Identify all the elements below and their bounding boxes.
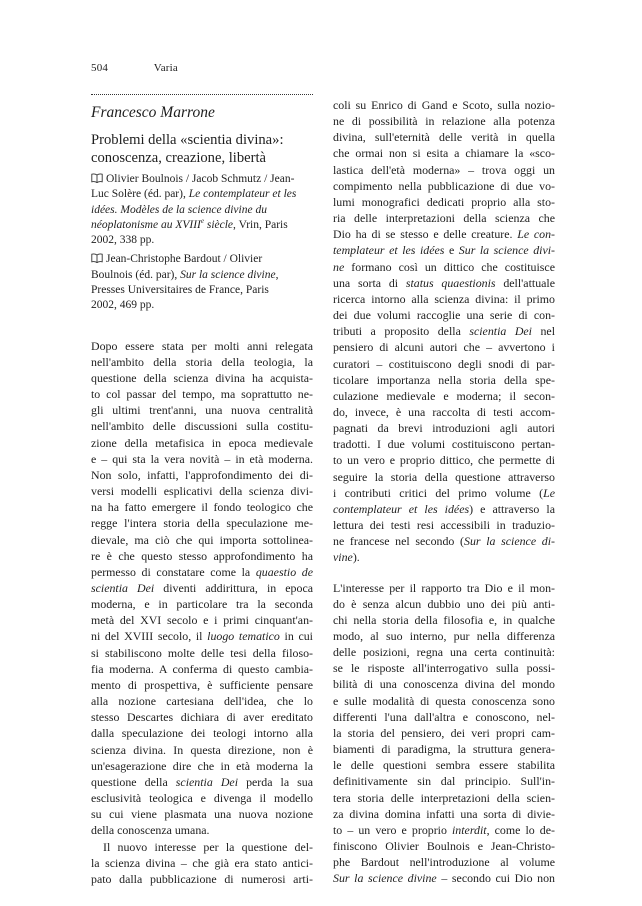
text-line: fia moderna. A conferma di questo cambia- xyxy=(91,661,313,676)
text-line: e – qui sta la vera novità – in età moderna. xyxy=(91,451,313,466)
text-line: culazione medievale e moderna; il secon- xyxy=(333,388,555,403)
text-line: zione della metafisica in epoca medievale xyxy=(91,435,313,450)
book-reference-2: Jean-Christophe Bardout / Olivier Boulnois (éd. par), Sur la science divine, Presses Universitaires de France, Paris 2002, 469 pp. xyxy=(91,253,279,312)
paragraph xyxy=(91,839,313,887)
text-line: pato dalla pubblicazione di numerosi arti- xyxy=(91,871,313,886)
text-line: mento di prospettiva, è sufficiente pensare xyxy=(91,677,313,692)
text-line: permesso di constatare come la quaestio de xyxy=(91,564,313,579)
text-line: delle posizioni, regna una certa continuità: xyxy=(333,645,555,660)
text-line: divina, sull'eternità delle verità in quella xyxy=(333,130,555,145)
text-line: regge l'intera storia della speculazione me- xyxy=(91,516,313,531)
text-line: za divina domina infatti una sorta di divie- xyxy=(333,806,555,821)
text-line: Sur la science divine – secondo cui Dio non xyxy=(333,871,555,886)
text-line: stesso Descartes dichiara di aver ereditato xyxy=(91,710,313,725)
text-line: definitivamente sin dal principio. Sull'in- xyxy=(333,774,555,789)
text-line: se le risposte all'interrogativo sulla possi- xyxy=(333,661,555,676)
text-line: Dopo essere stata per molti anni relegata xyxy=(91,338,313,353)
text-line: ni del XVIII secolo, il luogo tematico in cui xyxy=(91,629,313,644)
text-line: curatori – costituiscono degli snodi di par- xyxy=(333,356,555,371)
text-line: che ormai non si esita a chiamare la «sco- xyxy=(333,146,555,161)
text-line: tributi a proposito della scientia Dei nel xyxy=(333,324,556,339)
paragraph xyxy=(333,580,555,887)
title-line: conoscenza, creazione, libertà xyxy=(91,150,267,166)
text-line: phe Bardout nell'introduzione al volume xyxy=(333,855,555,870)
text-line: finiscono Olivier Boulnois e Jean-Christo- xyxy=(333,839,555,854)
text-line: Non solo, infatti, l'approfondimento dei di- xyxy=(91,467,313,482)
text-line: questione della scienza divina ha acquista- xyxy=(91,370,313,385)
book-icon xyxy=(91,253,103,263)
text-line: ne francese nel secondo (Sur la science di- xyxy=(333,534,555,549)
text-line: scienza divina. In questa direzione, non è xyxy=(91,742,313,757)
text-line: alla nozione cartesiana dell'idea, che lo xyxy=(91,694,313,709)
text-line: L'interesse per il rapporto tra Dio e il mon- xyxy=(333,580,555,595)
text-line: e sulle modalità di questa conoscenza sono xyxy=(333,693,555,708)
text-line: scientia Dei diventi addirittura, in epoca xyxy=(91,581,314,596)
ref-line: 2002, 338 pp. xyxy=(91,234,155,247)
text-line: Dio ha di se stesso e delle creature. Le con- xyxy=(333,227,555,242)
text-line: contemplateur et les idées) e attraverso la xyxy=(333,501,555,516)
title-line: Problemi della «scientia divina»: xyxy=(91,132,284,148)
text-line: to col passar del tempo, ma soprattutto ne- xyxy=(91,387,313,402)
text-line: gli ultimi trent'anni, una nuova centralità xyxy=(91,403,313,418)
text-line: lettura dei testi resi accessibili in traduzio- xyxy=(333,518,555,533)
text-line: do, invece, è una raccolta di testi accom- xyxy=(333,404,555,419)
ref-line: néoplatonisme au XVIIIe siècle, Vrin, Paris xyxy=(91,217,288,231)
text-line: biamenti di paradigma, la struttura genera- xyxy=(333,742,555,757)
ref-line: 2002, 469 pp. xyxy=(91,299,155,312)
running-head xyxy=(91,62,178,74)
text-line: nell'ambito delle discussioni sulla costitu- xyxy=(91,419,313,434)
text-line: un'esagerazione dire che in età moderna la xyxy=(91,758,313,773)
section-name: Varia xyxy=(153,62,178,74)
text-line: pensiero di alcuni autori che – avvertono i xyxy=(333,340,555,355)
text-line: differenti l'una dall'altra e conoscono, nel- xyxy=(333,709,555,724)
page-number: 504 xyxy=(91,62,109,74)
text-line: moderna, e in particolare tra la seconda xyxy=(91,597,313,612)
text-line: ticolare importanza nella storia della spe- xyxy=(333,372,555,387)
text-line: pagnati da brevi introduzioni agli autori xyxy=(333,421,555,436)
text-line: la storia del pensiero, dei veri propri cam- xyxy=(333,725,555,740)
text-line: nell'ambito della storia della teologia, la xyxy=(91,354,313,369)
text-line: esclusività teologica e divenga il modello xyxy=(91,791,313,806)
book-reference-1: Olivier Boulnois / Jacob Schmutz / Jean- Luc Solère (éd. par), Le contemplateur et les idées. Modèles de la science divine du néoplatonisme au XVIIIe siècle, Vrin, Paris 2002, 338 pp. xyxy=(91,173,297,247)
right-column xyxy=(333,97,555,887)
text-line: metà del XVI secolo e i primi cinquant'an- xyxy=(91,613,313,628)
text-line: templateur et les idées e Sur la science divi- xyxy=(333,243,555,258)
text-line: seguire la storia della questione attraverso xyxy=(333,469,555,484)
text-line: vine). xyxy=(333,550,360,565)
text-line: le delle questioni sembra essere stabilita xyxy=(333,758,555,773)
text-line: ricerca intorno alla scienza divina: il primo xyxy=(333,291,555,306)
text-line: compimento nella pubblicazione di due vo- xyxy=(333,178,555,193)
text-line: coli su Enrico di Gand e Scoto, sulla nozio- xyxy=(333,98,555,112)
text-line: versi modelli esplicativi della scienza divi- xyxy=(91,484,313,499)
text-line: una sorta di status quaestionis dell'attuale xyxy=(333,275,555,290)
text-line: modo, al suo interno, pur nella differenza xyxy=(333,629,555,643)
text-line: Il nuovo interesse per la questione del- xyxy=(103,839,313,854)
paragraph xyxy=(91,338,313,839)
text-line: chi nella storia della filosofia e, in qualche xyxy=(333,612,555,627)
text-line: do è senza alcun dubbio uno dei più anti- xyxy=(333,596,555,611)
text-line: lastica dell'età moderna» – trova oggi un xyxy=(333,162,555,177)
ref-line: idées. Modèles de la science divine du xyxy=(91,203,267,216)
text-line: tera storia delle interpretazioni della scien- xyxy=(333,790,555,805)
text-line: ria delle interpretazioni della scienza che xyxy=(333,211,555,226)
text-line: to un vero e proprio dittico, che permette di xyxy=(333,453,555,468)
text-line: della conoscenza umana. xyxy=(91,823,210,838)
text-line: si stabiliscono molte delle tesi della filoso- xyxy=(91,645,313,660)
left-column xyxy=(91,94,313,887)
text-line: na ha fatto emergere il fondo teologico che xyxy=(91,500,313,515)
text-line: su cui viene plasmata una nuova nozione xyxy=(91,807,313,822)
text-line: dievale, ma ciò che qui importa sottolinea- xyxy=(91,532,313,547)
ref-line: Presses Universitaires de France, Paris xyxy=(91,284,269,297)
ref-line: Boulnois (éd. par), Sur la science divine, xyxy=(91,268,279,281)
dotted-rule xyxy=(91,94,313,95)
text-line: questione della scientia Dei perda la sua xyxy=(91,774,314,789)
text-line: ne formano così un dittico che costituisce xyxy=(333,259,555,274)
text-line: dei due volumi raccoglie una serie di con- xyxy=(333,308,555,323)
text-line: ne di possibilità in relazione alla potenza xyxy=(333,114,555,129)
text-line: tradotti. I due volumi costituiscono pertan- xyxy=(333,437,555,452)
text-line: to – un vero e proprio interdit, come lo de- xyxy=(333,822,555,837)
book-icon xyxy=(91,173,103,183)
text-line: i contributi critici del primo volume (Le xyxy=(333,485,555,500)
text-line: re è che questo stesso approfondimento ha xyxy=(91,548,313,563)
text-line: la scienza divina – che già era stato antici- xyxy=(91,855,313,870)
article-author: Francesco Marrone xyxy=(91,104,215,121)
paragraph xyxy=(333,97,555,566)
text-line: dalla speculazione dei teologi intorno alla xyxy=(91,726,313,741)
text-line: bilità di una conoscenza divina del mondo xyxy=(333,677,555,692)
ref-line: Luc Solère (éd. par), Le contemplateur et les xyxy=(91,188,297,201)
text-line: lumi monografici dedicati proprio alla sto- xyxy=(333,194,555,209)
article-title xyxy=(91,131,313,167)
